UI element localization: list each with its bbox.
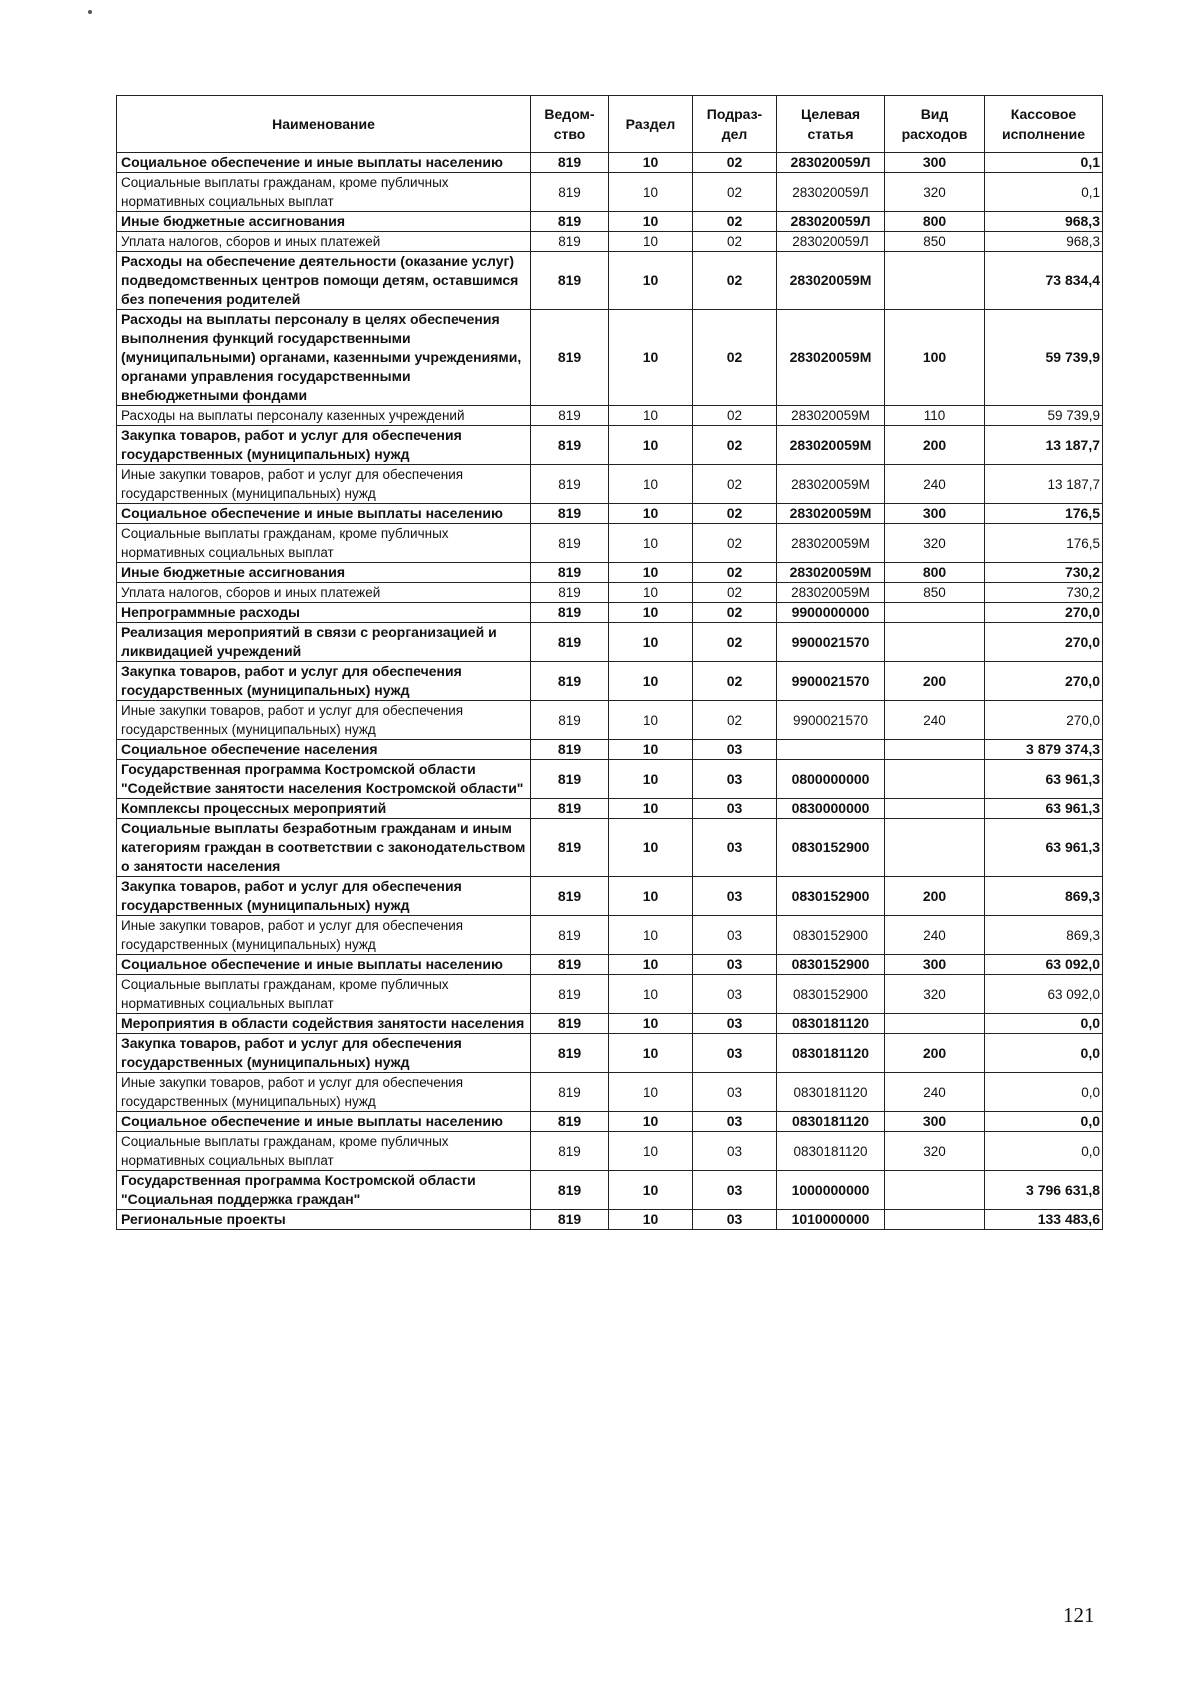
table-row [117,524,1103,563]
table-row [117,1034,1103,1073]
row-name-cell: Уплата налогов, сборов и иных платежей [117,583,531,603]
row-department-cell: 819 [531,623,609,662]
row-section-cell: 10 [609,975,693,1014]
row-subsection-cell: 03 [693,1073,777,1112]
row-target-article-cell: 0830152900 [777,819,885,877]
row-expense-kind-cell [885,1014,985,1034]
header-cash-execution: Кассовое исполнение [985,96,1103,153]
table-header-row [117,96,1103,153]
table-row [117,232,1103,252]
row-expense-kind-cell: 200 [885,662,985,701]
row-subsection-cell: 03 [693,1112,777,1132]
row-name-cell: Мероприятия в области содействия занятости населения [117,1014,531,1034]
row-subsection-cell: 02 [693,662,777,701]
row-amount-cell: 0,1 [985,173,1103,212]
table-row [117,623,1103,662]
row-expense-kind-cell: 240 [885,465,985,504]
row-subsection-cell: 03 [693,1210,777,1230]
row-department-cell: 819 [531,760,609,799]
row-expense-kind-cell: 240 [885,701,985,740]
row-department-cell: 819 [531,232,609,252]
row-subsection-cell: 03 [693,1014,777,1034]
row-section-cell: 10 [609,955,693,975]
row-target-article-cell: 9900000000 [777,603,885,623]
row-target-article-cell: 0830152900 [777,975,885,1014]
row-subsection-cell: 03 [693,740,777,760]
row-expense-kind-cell [885,623,985,662]
row-section-cell: 10 [609,173,693,212]
row-target-article-cell: 283020059М [777,310,885,406]
table-row [117,955,1103,975]
row-amount-cell: 63 961,3 [985,819,1103,877]
row-name-cell: Социальные выплаты гражданам, кроме публичных нормативных социальных выплат [117,975,531,1014]
row-section-cell: 10 [609,1112,693,1132]
row-amount-cell: 73 834,4 [985,252,1103,310]
row-subsection-cell: 02 [693,583,777,603]
row-amount-cell: 176,5 [985,524,1103,563]
row-name-cell: Уплата налогов, сборов и иных платежей [117,232,531,252]
row-expense-kind-cell: 110 [885,406,985,426]
row-section-cell: 10 [609,1171,693,1210]
row-section-cell: 10 [609,563,693,583]
row-target-article-cell: 0830152900 [777,955,885,975]
row-section-cell: 10 [609,153,693,173]
row-subsection-cell: 02 [693,701,777,740]
row-subsection-cell: 02 [693,212,777,232]
row-amount-cell: 0,0 [985,1112,1103,1132]
row-expense-kind-cell: 850 [885,583,985,603]
row-expense-kind-cell: 850 [885,232,985,252]
row-subsection-cell: 02 [693,504,777,524]
row-section-cell: 10 [609,583,693,603]
row-target-article-cell: 283020059Л [777,173,885,212]
row-name-cell: Социальные выплаты безработным гражданам и иным категориям граждан в соответствии с законодательством о занятости населения [117,819,531,877]
row-expense-kind-cell: 300 [885,955,985,975]
row-subsection-cell: 03 [693,916,777,955]
row-name-cell: Закупка товаров, работ и услуг для обеспечения государственных (муниципальных) нужд [117,1034,531,1073]
row-expense-kind-cell: 100 [885,310,985,406]
row-target-article-cell: 0800000000 [777,760,885,799]
row-target-article-cell [777,740,885,760]
row-target-article-cell: 283020059М [777,252,885,310]
table-row [117,603,1103,623]
row-target-article-cell: 283020059Л [777,232,885,252]
row-subsection-cell: 02 [693,173,777,212]
header-expense-kind: Вид расходов [885,96,985,153]
row-name-cell: Комплексы процессных мероприятий [117,799,531,819]
row-section-cell: 10 [609,740,693,760]
row-subsection-cell: 03 [693,1171,777,1210]
row-target-article-cell: 283020059М [777,563,885,583]
row-department-cell: 819 [531,252,609,310]
row-department-cell: 819 [531,662,609,701]
row-subsection-cell: 02 [693,603,777,623]
row-department-cell: 819 [531,1132,609,1171]
row-department-cell: 819 [531,740,609,760]
page-number: 121 [1063,1603,1095,1627]
row-expense-kind-cell: 200 [885,877,985,916]
row-target-article-cell: 0830000000 [777,799,885,819]
row-name-cell: Государственная программа Костромской области "Социальная поддержка граждан" [117,1171,531,1210]
row-section-cell: 10 [609,406,693,426]
table-row [117,799,1103,819]
row-target-article-cell: 0830152900 [777,916,885,955]
row-section-cell: 10 [609,1014,693,1034]
table-row [117,916,1103,955]
table-row [117,563,1103,583]
row-name-cell: Закупка товаров, работ и услуг для обеспечения государственных (муниципальных) нужд [117,877,531,916]
row-section-cell: 10 [609,524,693,563]
row-section-cell: 10 [609,1034,693,1073]
row-amount-cell: 968,3 [985,212,1103,232]
row-section-cell: 10 [609,603,693,623]
row-section-cell: 10 [609,1210,693,1230]
table-row [117,252,1103,310]
row-amount-cell: 63 961,3 [985,799,1103,819]
table-row [117,173,1103,212]
row-expense-kind-cell [885,760,985,799]
row-expense-kind-cell: 320 [885,173,985,212]
table-row [117,583,1103,603]
row-amount-cell: 63 092,0 [985,975,1103,1014]
row-department-cell: 819 [531,406,609,426]
row-subsection-cell: 02 [693,623,777,662]
row-target-article-cell: 1010000000 [777,1210,885,1230]
row-section-cell: 10 [609,701,693,740]
row-amount-cell: 13 187,7 [985,465,1103,504]
row-target-article-cell: 0830152900 [777,877,885,916]
row-expense-kind-cell: 200 [885,426,985,465]
row-expense-kind-cell: 800 [885,212,985,232]
row-target-article-cell: 283020059М [777,465,885,504]
row-department-cell: 819 [531,173,609,212]
row-subsection-cell: 03 [693,877,777,916]
row-amount-cell: 63 961,3 [985,760,1103,799]
row-expense-kind-cell [885,740,985,760]
table-row [117,426,1103,465]
row-name-cell: Иные закупки товаров, работ и услуг для обеспечения государственных (муниципальных) нужд [117,701,531,740]
row-expense-kind-cell: 320 [885,975,985,1014]
row-name-cell: Региональные проекты [117,1210,531,1230]
row-amount-cell: 59 739,9 [985,406,1103,426]
row-expense-kind-cell: 300 [885,153,985,173]
row-department-cell: 819 [531,583,609,603]
row-section-cell: 10 [609,877,693,916]
row-department-cell: 819 [531,1171,609,1210]
row-section-cell: 10 [609,252,693,310]
scan-speck [88,10,92,14]
row-department-cell: 819 [531,524,609,563]
row-department-cell: 819 [531,916,609,955]
row-section-cell: 10 [609,623,693,662]
row-department-cell: 819 [531,1014,609,1034]
row-department-cell: 819 [531,975,609,1014]
row-expense-kind-cell [885,603,985,623]
row-name-cell: Иные бюджетные ассигнования [117,212,531,232]
row-name-cell: Расходы на выплаты персоналу в целях обеспечения выполнения функций государственными (муниципальными) органами, казенными учреждениями, органами управления государственными внебюджетными фондами [117,310,531,406]
row-subsection-cell: 02 [693,153,777,173]
row-subsection-cell: 03 [693,760,777,799]
row-section-cell: 10 [609,819,693,877]
row-amount-cell: 869,3 [985,916,1103,955]
row-department-cell: 819 [531,1210,609,1230]
row-subsection-cell: 03 [693,819,777,877]
table-row [117,310,1103,406]
row-amount-cell: 13 187,7 [985,426,1103,465]
table-row [117,662,1103,701]
row-target-article-cell: 9900021570 [777,701,885,740]
row-amount-cell: 270,0 [985,701,1103,740]
row-department-cell: 819 [531,212,609,232]
row-amount-cell: 0,0 [985,1014,1103,1034]
row-name-cell: Социальные выплаты гражданам, кроме публичных нормативных социальных выплат [117,524,531,563]
table-body [117,153,1103,1230]
row-department-cell: 819 [531,955,609,975]
table-row [117,1112,1103,1132]
row-amount-cell: 968,3 [985,232,1103,252]
row-expense-kind-cell [885,1210,985,1230]
row-name-cell: Социальное обеспечение населения [117,740,531,760]
row-name-cell: Закупка товаров, работ и услуг для обеспечения государственных (муниципальных) нужд [117,662,531,701]
row-name-cell: Государственная программа Костромской области "Содействие занятости населения Костромской области" [117,760,531,799]
row-department-cell: 819 [531,504,609,524]
table-row [117,406,1103,426]
row-section-cell: 10 [609,232,693,252]
row-expense-kind-cell: 240 [885,1073,985,1112]
row-amount-cell: 270,0 [985,662,1103,701]
row-amount-cell: 730,2 [985,583,1103,603]
table-row [117,1210,1103,1230]
row-target-article-cell: 283020059Л [777,212,885,232]
table-row [117,465,1103,504]
row-target-article-cell: 0830181120 [777,1034,885,1073]
row-amount-cell: 730,2 [985,563,1103,583]
row-department-cell: 819 [531,153,609,173]
row-expense-kind-cell [885,799,985,819]
row-name-cell: Реализация мероприятий в связи с реорганизацией и ликвидацией учреждений [117,623,531,662]
table-row [117,760,1103,799]
row-department-cell: 819 [531,603,609,623]
row-subsection-cell: 02 [693,232,777,252]
budget-execution-table [116,95,1103,1230]
header-section: Раздел [609,96,693,153]
row-subsection-cell: 02 [693,310,777,406]
table-row [117,819,1103,877]
row-department-cell: 819 [531,1034,609,1073]
row-name-cell: Социальное обеспечение и иные выплаты населению [117,1112,531,1132]
row-section-cell: 10 [609,662,693,701]
row-name-cell: Расходы на выплаты персоналу казенных учреждений [117,406,531,426]
row-name-cell: Социальные выплаты гражданам, кроме публичных нормативных социальных выплат [117,173,531,212]
row-amount-cell: 3 796 631,8 [985,1171,1103,1210]
row-target-article-cell: 1000000000 [777,1171,885,1210]
row-amount-cell: 0,0 [985,1034,1103,1073]
header-subsection: Подраз- дел [693,96,777,153]
table-row [117,1073,1103,1112]
row-amount-cell: 270,0 [985,603,1103,623]
table-row [117,975,1103,1014]
row-name-cell: Иные закупки товаров, работ и услуг для обеспечения государственных (муниципальных) нужд [117,916,531,955]
row-section-cell: 10 [609,760,693,799]
row-department-cell: 819 [531,877,609,916]
row-section-cell: 10 [609,916,693,955]
row-expense-kind-cell: 240 [885,916,985,955]
row-department-cell: 819 [531,465,609,504]
row-department-cell: 819 [531,563,609,583]
row-amount-cell: 0,0 [985,1073,1103,1112]
row-target-article-cell: 0830181120 [777,1112,885,1132]
row-section-cell: 10 [609,1132,693,1171]
row-expense-kind-cell: 300 [885,504,985,524]
row-amount-cell: 270,0 [985,623,1103,662]
row-expense-kind-cell: 320 [885,1132,985,1171]
row-subsection-cell: 02 [693,465,777,504]
row-section-cell: 10 [609,465,693,504]
row-name-cell: Расходы на обеспечение деятельности (оказание услуг) подведомственных центров помощи детям, оставшимся без попечения родителей [117,252,531,310]
row-target-article-cell: 0830181120 [777,1073,885,1112]
row-subsection-cell: 03 [693,955,777,975]
row-subsection-cell: 02 [693,426,777,465]
row-section-cell: 10 [609,212,693,232]
table-row [117,212,1103,232]
row-section-cell: 10 [609,1073,693,1112]
row-target-article-cell: 283020059Л [777,153,885,173]
row-amount-cell: 59 739,9 [985,310,1103,406]
row-amount-cell: 63 092,0 [985,955,1103,975]
row-target-article-cell: 283020059М [777,583,885,603]
table-row [117,701,1103,740]
header-target-article: Целевая статья [777,96,885,153]
row-expense-kind-cell: 800 [885,563,985,583]
table-row [117,1132,1103,1171]
row-expense-kind-cell: 300 [885,1112,985,1132]
table-row [117,877,1103,916]
row-department-cell: 819 [531,1112,609,1132]
row-section-cell: 10 [609,310,693,406]
row-amount-cell: 3 879 374,3 [985,740,1103,760]
row-name-cell: Социальное обеспечение и иные выплаты населению [117,955,531,975]
row-department-cell: 819 [531,310,609,406]
row-section-cell: 10 [609,504,693,524]
row-target-article-cell: 0830181120 [777,1132,885,1171]
header-department: Ведом- ство [531,96,609,153]
row-target-article-cell: 0830181120 [777,1014,885,1034]
row-name-cell: Иные бюджетные ассигнования [117,563,531,583]
row-expense-kind-cell [885,819,985,877]
row-expense-kind-cell [885,1171,985,1210]
row-name-cell: Иные закупки товаров, работ и услуг для обеспечения государственных (муниципальных) нужд [117,465,531,504]
row-target-article-cell: 283020059М [777,504,885,524]
row-subsection-cell: 03 [693,799,777,819]
row-amount-cell: 176,5 [985,504,1103,524]
row-section-cell: 10 [609,799,693,819]
row-target-article-cell: 9900021570 [777,623,885,662]
row-target-article-cell: 283020059М [777,524,885,563]
row-subsection-cell: 03 [693,1132,777,1171]
row-department-cell: 819 [531,701,609,740]
row-department-cell: 819 [531,1073,609,1112]
table-row [117,1014,1103,1034]
row-department-cell: 819 [531,819,609,877]
row-subsection-cell: 03 [693,1034,777,1073]
table-row [117,504,1103,524]
row-name-cell: Непрограммные расходы [117,603,531,623]
row-amount-cell: 0,1 [985,153,1103,173]
row-name-cell: Социальные выплаты гражданам, кроме публичных нормативных социальных выплат [117,1132,531,1171]
row-expense-kind-cell: 320 [885,524,985,563]
table-row [117,740,1103,760]
row-section-cell: 10 [609,426,693,465]
row-subsection-cell: 02 [693,563,777,583]
row-name-cell: Иные закупки товаров, работ и услуг для обеспечения государственных (муниципальных) нужд [117,1073,531,1112]
row-target-article-cell: 283020059М [777,406,885,426]
row-subsection-cell: 02 [693,524,777,563]
row-amount-cell: 133 483,6 [985,1210,1103,1230]
table-row [117,1171,1103,1210]
row-expense-kind-cell [885,252,985,310]
row-amount-cell: 0,0 [985,1132,1103,1171]
row-department-cell: 819 [531,799,609,819]
table-row [117,153,1103,173]
header-name: Наименование [117,96,531,153]
row-subsection-cell: 02 [693,252,777,310]
row-target-article-cell: 283020059М [777,426,885,465]
row-name-cell: Социальное обеспечение и иные выплаты населению [117,153,531,173]
row-target-article-cell: 9900021570 [777,662,885,701]
row-subsection-cell: 03 [693,975,777,1014]
row-name-cell: Закупка товаров, работ и услуг для обеспечения государственных (муниципальных) нужд [117,426,531,465]
row-expense-kind-cell: 200 [885,1034,985,1073]
row-name-cell: Социальное обеспечение и иные выплаты населению [117,504,531,524]
row-department-cell: 819 [531,426,609,465]
row-amount-cell: 869,3 [985,877,1103,916]
row-subsection-cell: 02 [693,406,777,426]
